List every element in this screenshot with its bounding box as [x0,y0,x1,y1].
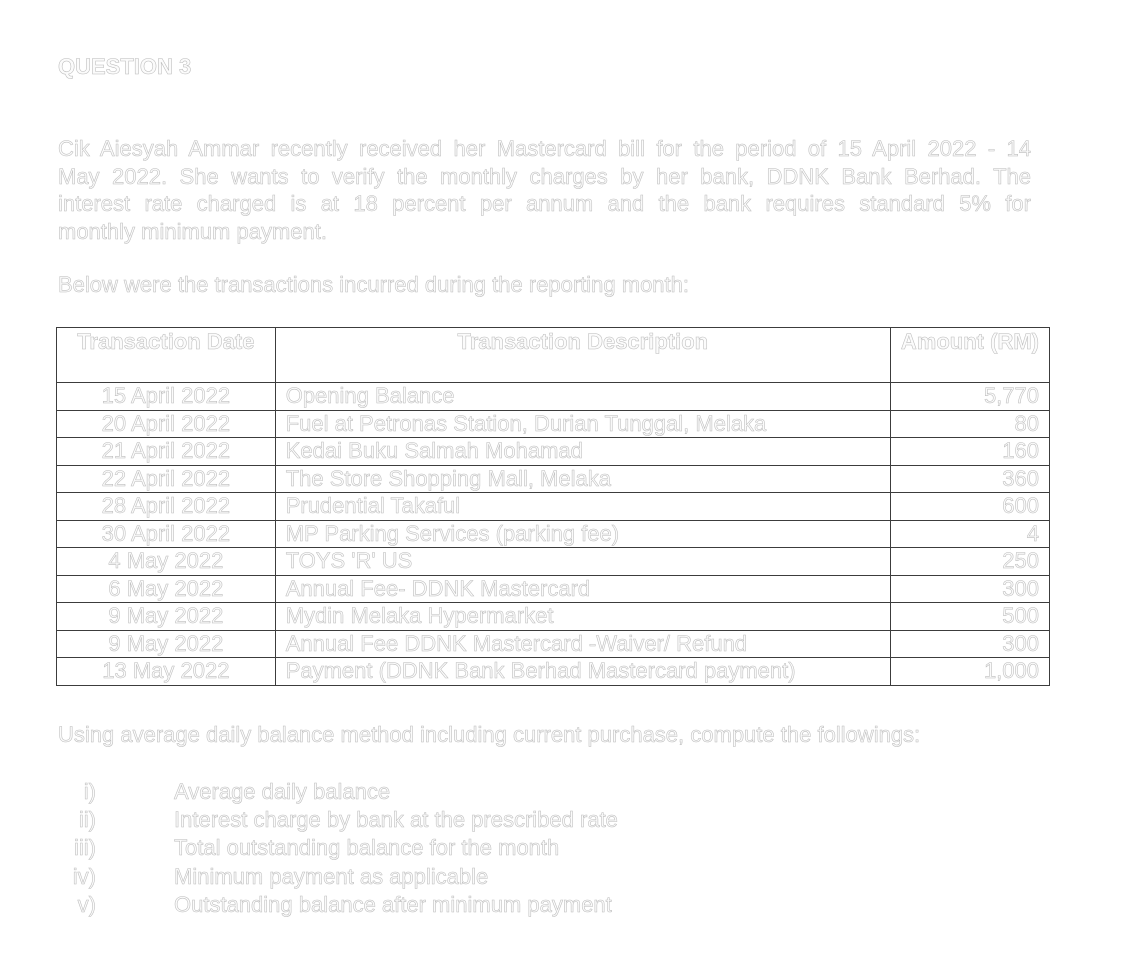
sub-question-text: Outstanding balance after minimum payment [174,891,612,917]
table-row [57,410,1050,438]
sub-question-text: Minimum payment as applicable [174,863,489,889]
cell-amount: 80 [890,410,1049,438]
table-header-row [57,328,1050,383]
cell-amount: 300 [890,630,1049,658]
cell-amount: 5,770 [890,383,1049,411]
cell-amount: 300 [890,575,1049,603]
table-row [57,438,1050,466]
cell-amount: 360 [890,465,1049,493]
table-row [57,630,1050,658]
paragraph-line: interest rate charged is at 18 percent per annum and the bank requires standard 5% for [58,191,1031,216]
transactions-table [56,327,1050,686]
cell-date: 6 May 2022 [57,575,276,603]
sub-question-item [58,806,618,834]
sub-question-number: ii) [78,807,96,833]
header-transaction-date: Transaction Date [57,328,276,383]
cell-description: Payment (DDNK Bank Berhad Mastercard payment) [275,658,890,686]
question-paragraph [58,135,1031,245]
cell-description: Annual Fee- DDNK Mastercard [275,575,890,603]
cell-description: The Store Shopping Mall, Melaka [275,465,890,493]
sub-question-item [58,778,391,806]
cell-date: 21 April 2022 [57,438,276,466]
sub-question-item [58,863,489,891]
header-amount: Amount (RM) [890,328,1049,383]
cell-date: 9 May 2022 [57,630,276,658]
sub-question-text: Total outstanding balance for the month [174,835,560,861]
cell-description: Annual Fee DDNK Mastercard -Waiver/ Refund [275,630,890,658]
cell-date: 9 May 2022 [57,603,276,631]
cell-description: TOYS 'R' US [275,548,890,576]
table-row [57,383,1050,411]
cell-date: 20 April 2022 [57,410,276,438]
cell-description: MP Parking Services (parking fee) [275,520,890,548]
cell-date: 13 May 2022 [57,658,276,686]
sub-question-list [58,778,618,919]
cell-description: Fuel at Petronas Station, Durian Tunggal, Melaka [275,410,890,438]
cell-date: 4 May 2022 [57,548,276,576]
cell-description: Prudential Takaful [275,493,890,521]
cell-amount: 1,000 [890,658,1049,686]
table-row [57,465,1050,493]
cell-amount: 600 [890,493,1049,521]
cell-amount: 500 [890,603,1049,631]
sub-question-item [58,891,612,919]
paragraph-line: May 2022. She wants to verify the monthly charges by her bank, DDNK Bank Berhad. The [58,163,1031,189]
table-row [57,658,1050,686]
sub-question-number: iv) [72,863,96,889]
table-row [57,493,1050,521]
cell-amount: 250 [890,548,1049,576]
cell-date: 28 April 2022 [57,493,276,521]
intro-text: Below were the transactions incurred during the reporting month: [58,272,690,297]
sub-question-text: Interest charge by bank at the prescribed rate [174,807,618,833]
table-row [57,603,1050,631]
instruction-text: Using average daily balance method including current purchase, compute the followings: [58,722,921,747]
question-title: QUESTION 3 [58,54,192,79]
cell-date: 30 April 2022 [57,520,276,548]
cell-date: 15 April 2022 [57,383,276,411]
table-row [57,548,1050,576]
cell-description: Mydin Melaka Hypermarket [275,603,890,631]
sub-question-number: iii) [74,835,96,861]
cell-date: 22 April 2022 [57,465,276,493]
table-row [57,520,1050,548]
sub-question-text: Average daily balance [174,779,391,804]
header-transaction-description: Transaction Description [275,328,890,383]
sub-question-item [58,834,560,862]
transactions-table-body [57,383,1050,686]
paragraph-line: monthly minimum payment. [58,218,327,244]
paragraph-line: Cik Aiesyah Ammar recently received her Mastercard bill for the period of 15 April 2022 - 14 [58,136,1031,161]
sub-question-number: v) [77,891,96,917]
cell-description: Kedai Buku Salmah Mohamad [275,438,890,466]
cell-amount: 160 [890,438,1049,466]
table-row [57,575,1050,603]
cell-amount: 4 [890,520,1049,548]
cell-description: Opening Balance [275,383,890,411]
sub-question-number: i) [83,779,96,804]
